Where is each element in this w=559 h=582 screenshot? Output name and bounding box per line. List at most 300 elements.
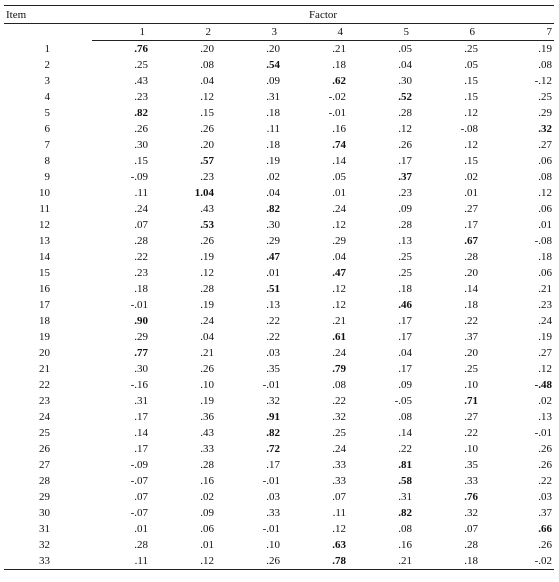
loading-cell-primary: .82: [266, 203, 280, 215]
table-row: [4, 265, 554, 281]
loading-cell: .32: [464, 507, 478, 519]
loading-cell: .24: [538, 315, 552, 327]
loading-cell: .22: [464, 315, 478, 327]
loading-cell: .21: [332, 315, 346, 327]
loading-cell: .09: [398, 203, 412, 215]
loading-cell-primary: .81: [398, 459, 412, 471]
loading-cell: .30: [398, 75, 412, 87]
loading-cell: .25: [538, 91, 552, 103]
loading-cell: -.01: [130, 299, 148, 311]
table-row: [4, 425, 554, 441]
loading-cell: .26: [538, 459, 552, 471]
loading-cell-primary: .62: [332, 75, 346, 87]
loading-cell-primary: .52: [398, 91, 412, 103]
item-number-cell: 2: [44, 59, 50, 71]
loading-cell-primary: .53: [200, 219, 214, 231]
loading-cell: .14: [332, 155, 346, 167]
loading-cell: .11: [266, 123, 280, 135]
loading-cell: .25: [464, 43, 478, 55]
table-row: [4, 121, 554, 137]
loading-cell: -.07: [130, 475, 148, 487]
loading-cell: -.01: [262, 475, 280, 487]
loading-cell: .37: [464, 331, 478, 343]
table-row: [4, 553, 554, 570]
item-number-cell: 14: [39, 251, 50, 263]
loading-cell: .03: [538, 491, 552, 503]
loading-cell: .21: [332, 43, 346, 55]
loading-cell: .25: [464, 363, 478, 375]
table-row: [4, 345, 554, 361]
loading-cell: .15: [464, 155, 478, 167]
loading-cell: .33: [464, 475, 478, 487]
loading-cell: .26: [224, 553, 290, 570]
loading-cell: -.01: [534, 427, 552, 439]
loading-cell: .15: [134, 155, 148, 167]
loading-cell: .26: [398, 139, 412, 151]
loading-cell: .18: [266, 139, 280, 151]
item-number-cell: 29: [39, 491, 50, 503]
loading-cell: .12: [332, 219, 346, 231]
loading-cell: .08: [538, 59, 552, 71]
loading-cell: .19: [538, 43, 552, 55]
item-number-cell: 18: [39, 315, 50, 327]
item-number-cell: 9: [44, 171, 50, 183]
loading-cell: .15: [464, 75, 478, 87]
loading-cell: .33: [332, 475, 346, 487]
factor-number-header: 6: [422, 24, 488, 41]
loading-cell: .20: [464, 347, 478, 359]
loading-cell: .43: [200, 427, 214, 439]
loading-cell: .17: [464, 219, 478, 231]
loading-cell: .29: [266, 235, 280, 247]
loading-cell: .10: [464, 443, 478, 455]
item-number-cell: 12: [39, 219, 50, 231]
loading-cell-primary: .79: [332, 363, 346, 375]
loading-cell: .02: [200, 491, 214, 503]
item-number-cell: 4: [44, 91, 50, 103]
loading-cell: -.05: [394, 395, 412, 407]
table-row: [4, 393, 554, 409]
item-number-cell: 33: [4, 553, 92, 570]
loading-cell-primary: .82: [266, 427, 280, 439]
table-row: [4, 297, 554, 313]
table-row: [4, 409, 554, 425]
loading-cell: -.08: [534, 235, 552, 247]
loading-cell: .02: [266, 171, 280, 183]
loading-cell: .04: [398, 59, 412, 71]
loading-cell: .05: [398, 43, 412, 55]
item-column-header: Item: [4, 6, 92, 24]
table-row: [4, 457, 554, 473]
loading-cell-primary: .51: [266, 283, 280, 295]
loading-cell: .12: [464, 107, 478, 119]
loading-cell: -.01: [262, 523, 280, 535]
loading-cell: .18: [422, 553, 488, 570]
loading-cell: .23: [134, 267, 148, 279]
loading-cell-primary: .47: [266, 251, 280, 263]
loading-cell: .28: [398, 219, 412, 231]
factor-number-header: 5: [356, 24, 422, 41]
loading-cell: .02: [464, 171, 478, 183]
loading-cell: .18: [398, 283, 412, 295]
item-number-cell: 3: [44, 75, 50, 87]
loading-cell: .31: [398, 491, 412, 503]
item-number-cell: 21: [39, 363, 50, 375]
loading-cell: .22: [464, 427, 478, 439]
loading-cell: .09: [266, 75, 280, 87]
loading-cell: .16: [200, 475, 214, 487]
factor-loadings-table-container: [4, 5, 554, 570]
loading-cell: .22: [134, 251, 148, 263]
loading-cell: .04: [398, 347, 412, 359]
loading-cell: -.07: [130, 507, 148, 519]
loading-cell-primary: .57: [200, 155, 214, 167]
loading-cell: .23: [538, 299, 552, 311]
loading-cell: .08: [398, 411, 412, 423]
item-number-cell: 22: [39, 379, 50, 391]
loading-cell: .19: [200, 251, 214, 263]
loading-cell: .12: [200, 91, 214, 103]
loading-cell: .08: [538, 171, 552, 183]
loading-cell: .05: [464, 59, 478, 71]
item-header-spacer: [4, 24, 92, 41]
item-number-cell: 7: [44, 139, 50, 151]
loading-cell: .28: [464, 539, 478, 551]
factor-loadings-table: [4, 5, 554, 570]
item-number-cell: 15: [39, 267, 50, 279]
loading-cell: .07: [134, 491, 148, 503]
loading-cell-primary: .82: [134, 107, 148, 119]
loading-cell-primary: .74: [332, 139, 346, 151]
item-number-cell: 26: [39, 443, 50, 455]
loading-cell: .25: [332, 427, 346, 439]
loading-cell: .30: [266, 219, 280, 231]
table-row: [4, 217, 554, 233]
loading-cell: .11: [332, 507, 346, 519]
factor-number-header: 4: [290, 24, 356, 41]
loading-cell: .28: [398, 107, 412, 119]
loading-cell: .33: [332, 459, 346, 471]
loading-cell: .27: [538, 139, 552, 151]
loading-cell-primary: .76: [134, 43, 148, 55]
loading-cell: .26: [538, 539, 552, 551]
loading-cell: .08: [332, 379, 346, 391]
loading-cell: .29: [134, 331, 148, 343]
table-row: [4, 473, 554, 489]
loading-cell: .25: [398, 267, 412, 279]
loading-cell-primary: 1.04: [194, 187, 214, 199]
loading-cell: .15: [200, 107, 214, 119]
loading-cell: .19: [200, 395, 214, 407]
table-row: [4, 537, 554, 553]
item-number-cell: 10: [39, 187, 50, 199]
loading-cell: .23: [200, 171, 214, 183]
table-row: [4, 361, 554, 377]
loading-cell: -.01: [262, 379, 280, 391]
loading-cell: .04: [266, 187, 280, 199]
table-row: [4, 329, 554, 345]
loading-cell: .22: [266, 331, 280, 343]
table-row: [4, 377, 554, 393]
loading-cell: .31: [134, 395, 148, 407]
loading-cell: -.08: [460, 123, 478, 135]
loading-cell: .12: [158, 553, 224, 570]
loading-cell: .03: [266, 347, 280, 359]
loading-cell: .20: [266, 43, 280, 55]
loading-cell: .17: [398, 155, 412, 167]
loading-cell: .01: [332, 187, 346, 199]
table-row: [4, 89, 554, 105]
loading-cell: .35: [266, 363, 280, 375]
loading-cell-primary: .66: [538, 523, 552, 535]
loading-cell: .31: [266, 91, 280, 103]
loading-cell: .20: [200, 139, 214, 151]
loading-cell: .06: [538, 267, 552, 279]
loading-cell: .19: [200, 299, 214, 311]
loading-cell: .24: [134, 203, 148, 215]
loading-cell: .11: [92, 553, 158, 570]
loading-cell-primary: .63: [332, 539, 346, 551]
loading-cell: .24: [332, 203, 346, 215]
loading-cell: .04: [200, 75, 214, 87]
loading-cell: .26: [200, 363, 214, 375]
table-row: [4, 441, 554, 457]
loading-cell: .28: [134, 539, 148, 551]
loading-cell: .07: [464, 523, 478, 535]
loading-cell: .18: [266, 107, 280, 119]
loading-cell: .24: [200, 315, 214, 327]
loading-cell: .09: [398, 379, 412, 391]
loading-cell: .01: [200, 539, 214, 551]
loading-cell: .30: [134, 139, 148, 151]
table-row: [4, 313, 554, 329]
item-number-cell: 31: [39, 523, 50, 535]
loading-cell: .02: [538, 395, 552, 407]
loading-cell: .19: [538, 331, 552, 343]
item-number-cell: 13: [39, 235, 50, 247]
loading-cell: .11: [134, 187, 148, 199]
loading-cell-primary: .58: [398, 475, 412, 487]
loading-cell: .05: [332, 171, 346, 183]
item-number-cell: 32: [39, 539, 50, 551]
loading-cell: .22: [266, 315, 280, 327]
loading-cell-primary: .46: [398, 299, 412, 311]
loading-cell: -.02: [488, 553, 554, 570]
item-number-cell: 6: [44, 123, 50, 135]
loading-cell: .21: [200, 347, 214, 359]
loading-cell: .12: [332, 523, 346, 535]
loading-cell: .28: [200, 283, 214, 295]
loading-cell: .17: [398, 363, 412, 375]
loading-cell: .14: [398, 427, 412, 439]
loading-cell: .07: [134, 219, 148, 231]
table-row: [4, 489, 554, 505]
table-row: [4, 41, 554, 58]
item-number-cell: 20: [39, 347, 50, 359]
table-body: [4, 41, 554, 570]
loading-cell: .20: [200, 43, 214, 55]
loading-cell: .13: [398, 235, 412, 247]
loading-cell-primary: .78: [290, 553, 356, 570]
loading-cell: .14: [134, 427, 148, 439]
item-number-cell: 23: [39, 395, 50, 407]
table-row: [4, 281, 554, 297]
table-row: [4, 521, 554, 537]
loading-cell: .13: [266, 299, 280, 311]
loading-cell-primary: .90: [134, 315, 148, 327]
loading-cell: .24: [332, 443, 346, 455]
loading-cell: .35: [464, 459, 478, 471]
loading-cell: .18: [464, 299, 478, 311]
table-header: [4, 6, 554, 41]
loading-cell: .22: [332, 395, 346, 407]
table-row: [4, 57, 554, 73]
loading-cell-primary: .76: [464, 491, 478, 503]
loading-cell: .24: [332, 347, 346, 359]
loading-cell: .13: [538, 411, 552, 423]
item-number-cell: 27: [39, 459, 50, 471]
item-number-cell: 17: [39, 299, 50, 311]
loading-cell: .04: [332, 251, 346, 263]
loading-cell-primary: .72: [266, 443, 280, 455]
loading-cell: .07: [332, 491, 346, 503]
loading-cell: .18: [538, 251, 552, 263]
loading-cell: .12: [538, 363, 552, 375]
loading-cell: .19: [266, 155, 280, 167]
loading-cell: .36: [200, 411, 214, 423]
item-number-cell: 25: [39, 427, 50, 439]
loading-cell: .08: [398, 523, 412, 535]
loading-cell: .16: [332, 123, 346, 135]
header-row-factor-numbers: [4, 24, 554, 41]
loading-cell: .27: [538, 347, 552, 359]
loading-cell: .08: [200, 59, 214, 71]
loading-cell: .21: [356, 553, 422, 570]
loading-cell-primary: .47: [332, 267, 346, 279]
loading-cell: .04: [200, 331, 214, 343]
table-row: [4, 201, 554, 217]
loading-cell: .27: [464, 203, 478, 215]
loading-cell: .32: [332, 411, 346, 423]
loading-cell: .32: [266, 395, 280, 407]
loading-cell: .26: [200, 235, 214, 247]
loading-cell: .18: [134, 283, 148, 295]
loading-cell: .26: [134, 123, 148, 135]
loading-cell: .01: [134, 523, 148, 535]
factor-group-header: Factor: [92, 6, 554, 24]
loading-cell: .22: [398, 443, 412, 455]
loading-cell: -.02: [328, 91, 346, 103]
table-row: [4, 169, 554, 185]
item-number-cell: 24: [39, 411, 50, 423]
table-row: [4, 505, 554, 521]
loading-cell: .17: [266, 459, 280, 471]
loading-cell: .30: [134, 363, 148, 375]
loading-cell-primary: .54: [266, 59, 280, 71]
loading-cell: .01: [464, 187, 478, 199]
loading-cell: .12: [538, 187, 552, 199]
item-number-cell: 28: [39, 475, 50, 487]
loading-cell: .10: [200, 379, 214, 391]
loading-cell: .01: [538, 219, 552, 231]
loading-cell: .28: [200, 459, 214, 471]
loading-cell: .17: [398, 315, 412, 327]
loading-cell-primary: .82: [398, 507, 412, 519]
loading-cell: .06: [538, 155, 552, 167]
loading-cell: .12: [200, 267, 214, 279]
loading-cell: .15: [464, 91, 478, 103]
loading-cell: .16: [398, 539, 412, 551]
loading-cell: .23: [134, 91, 148, 103]
table-row: [4, 233, 554, 249]
loading-cell: .29: [332, 235, 346, 247]
table-row: [4, 73, 554, 89]
table-row: [4, 185, 554, 201]
factor-number-header: 1: [92, 24, 158, 41]
factor-number-header: 3: [224, 24, 290, 41]
loading-cell: .17: [398, 331, 412, 343]
item-number-cell: 8: [44, 155, 50, 167]
loading-cell: .25: [134, 59, 148, 71]
loading-cell: .20: [464, 267, 478, 279]
loading-cell: .33: [200, 443, 214, 455]
loading-cell-primary: .32: [538, 123, 552, 135]
loading-cell: .12: [398, 123, 412, 135]
loading-cell: .14: [464, 283, 478, 295]
loading-cell: .17: [134, 411, 148, 423]
item-number-cell: 19: [39, 331, 50, 343]
loading-cell: .27: [464, 411, 478, 423]
item-number-cell: 1: [44, 42, 50, 55]
loading-cell: -.12: [534, 75, 552, 87]
loading-cell-primary: -.48: [534, 379, 552, 391]
loading-cell-primary: .67: [464, 235, 478, 247]
loading-cell: .06: [538, 203, 552, 215]
loading-cell: .28: [464, 251, 478, 263]
loading-cell-primary: .37: [398, 171, 412, 183]
loading-cell-primary: .91: [266, 411, 280, 423]
loading-cell: .26: [538, 443, 552, 455]
loading-cell: -.16: [130, 379, 148, 391]
item-number-cell: 30: [39, 507, 50, 519]
loading-cell: -.01: [328, 107, 346, 119]
loading-cell: .12: [464, 139, 478, 151]
loading-cell: .43: [134, 75, 148, 87]
loading-cell: .37: [538, 507, 552, 519]
loading-cell: .17: [134, 443, 148, 455]
loading-cell: .12: [332, 299, 346, 311]
loading-cell: .09: [200, 507, 214, 519]
loading-cell: .06: [200, 523, 214, 535]
loading-cell: .29: [538, 107, 552, 119]
loading-cell: .10: [464, 379, 478, 391]
loading-cell: .23: [398, 187, 412, 199]
loading-cell: .18: [332, 59, 346, 71]
table-row: [4, 153, 554, 169]
loading-cell: -.09: [130, 459, 148, 471]
loading-cell-primary: .77: [134, 347, 148, 359]
item-number-cell: 5: [44, 107, 50, 119]
loading-cell: .10: [266, 539, 280, 551]
table-row: [4, 249, 554, 265]
item-number-cell: 16: [39, 283, 50, 295]
loading-cell: .26: [200, 123, 214, 135]
factor-number-header: 7: [488, 24, 554, 41]
loading-cell-primary: .61: [332, 331, 346, 343]
table-row: [4, 105, 554, 121]
loading-cell-primary: .71: [464, 395, 478, 407]
header-row-top: [4, 6, 554, 24]
